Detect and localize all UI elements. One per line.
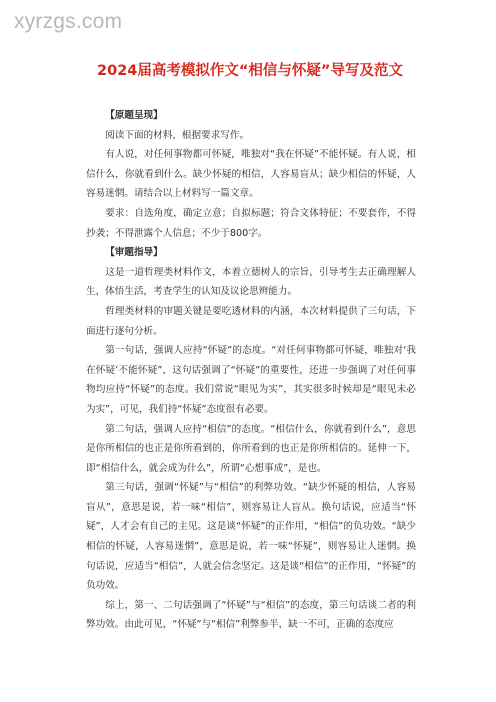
site-watermark: xyrzgs.com — [14, 10, 123, 33]
document-title: 2024届高考模拟作文“相信与怀疑”导写及范文 — [97, 63, 403, 79]
body-paragraph: 哲理类材料的审题关键是要吃透材料的内涵，本次材料提供了三句话，下面进行逐句分析。 — [86, 305, 416, 337]
body-paragraph: 要求：自选角度，确定立意；自拟标题；符合文体特征；不要套作，不得抄袭；不得泄露个人信息；不少于800字。 — [86, 207, 416, 239]
body-paragraph: 第一句话，强调人应持“怀疑”的态度。“对任何事物都可怀疑，唯独对‘我在怀疑’不能怀疑”，这句话强调了“怀疑”的重要性，还进一步强调了对任何事物均应持“怀疑”的态度。我们常说“眼见为实”，其实很多时候却是“眼见未必为实”，可见，我们持“怀疑”态度很有必要。 — [86, 345, 416, 415]
body-paragraph: 第三句话，强调“怀疑”与“相信”的利弊功效。“缺少怀疑的相信，人容易盲从”，意思是说，若一味“相信”，则容易让人盲从。换句话说，应适当“怀疑”，人才会有自己的主见。这是谈“怀疑”的正作用，“相信”的负功效。“缺少相信的怀疑，人容易迷惘”，意思是说，若一味“怀疑”，则容易让人迷惘。换句话说，应适当“相信”，人就会信念坚定。这是谈“相信”的正作用，“怀疑”的负功效。 — [86, 482, 416, 592]
body-paragraph: 第二句话，强调人应持“相信”的态度。“相信什么，你就看到什么”，意思是你所相信的也正是你所看到的，你所看到的也正是你所相信的。延伸一下，即“相信什么，就会成为什么”，所谓“心想事成”，是也。 — [86, 423, 416, 474]
document-body — [86, 106, 416, 635]
body-paragraph: 这是一道哲理类材料作文，本着立德树人的宗旨，引导考生去正确理解人生，体悟生活，考查学生的认知及议论思辨能力。 — [86, 266, 416, 298]
body-paragraph: 阅读下面的材料，根据要求写作。 — [105, 129, 250, 141]
body-paragraph: 综上，第一、二句话强调了“怀疑”与“相信”的态度，第三句话谈二者的利弊功效。由此可见，“怀疑”与“相信”利弊参半，缺一不可，正确的态度应 — [86, 599, 416, 631]
body-paragraph: 有人说，对任何事物都可怀疑，唯独对“我在怀疑”不能怀疑。有人说，相信什么，你就看到什么。缺少怀疑的相信，人容易盲从；缺少相信的怀疑，人容易迷惘。请结合以上材料写一篇文章。 — [86, 149, 416, 200]
section-heading: 【原题呈现】 — [105, 110, 163, 121]
section-heading: 【审题指导】 — [105, 247, 163, 259]
